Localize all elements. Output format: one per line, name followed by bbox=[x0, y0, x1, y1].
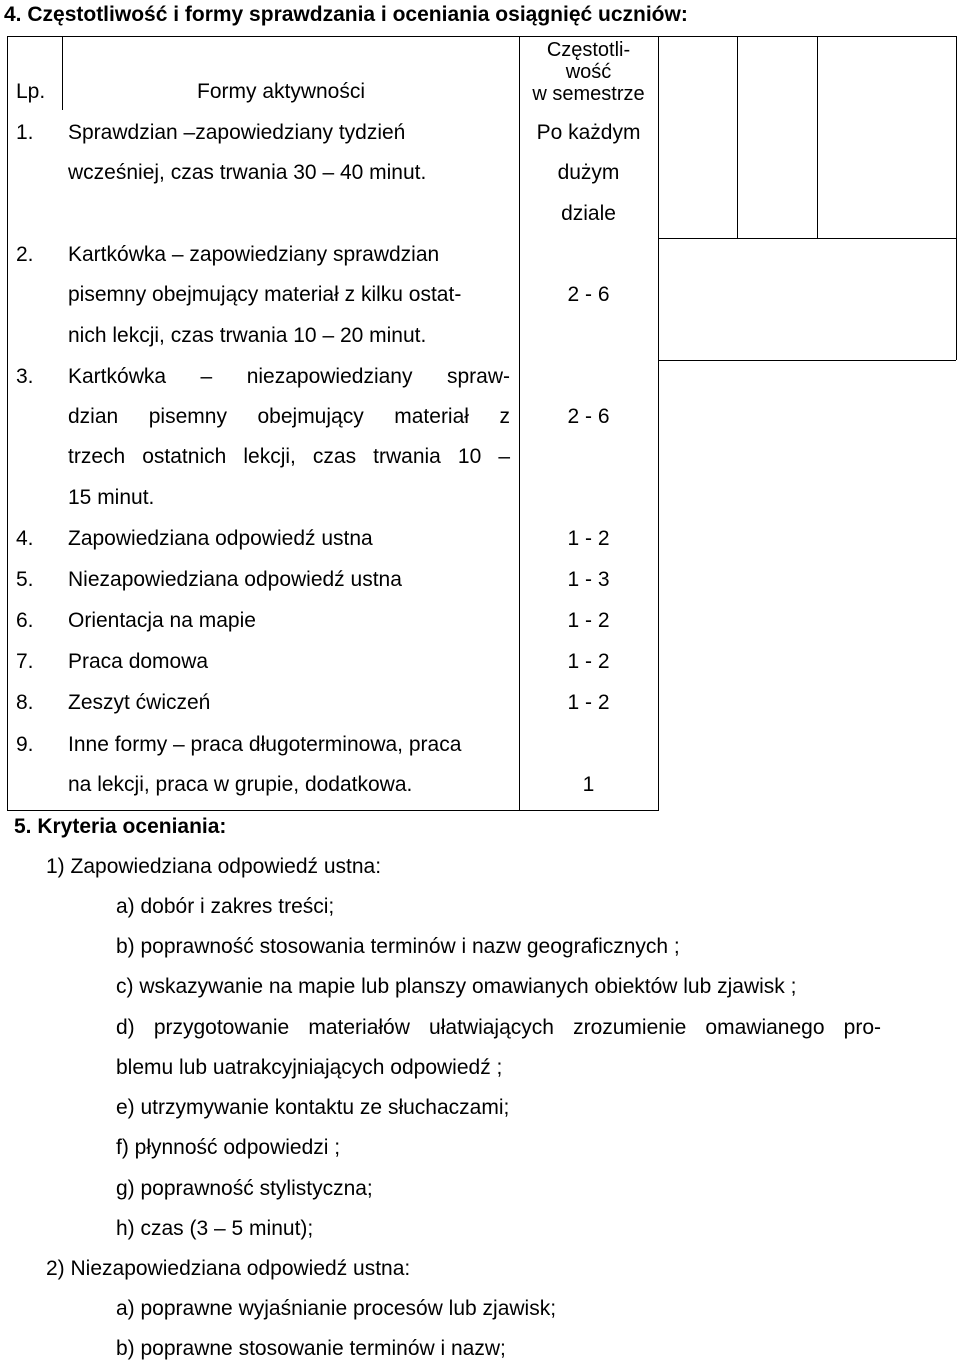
criteria-item: blemu lub uatrakcyjniających odpowiedź ; bbox=[116, 1056, 503, 1079]
row-number: 4. bbox=[16, 527, 34, 550]
table-row-divider bbox=[659, 360, 956, 361]
criteria-item: h) czas (3 – 5 minut); bbox=[116, 1217, 314, 1240]
row-text-line: 15 minut. bbox=[68, 486, 155, 509]
criteria-item: b) poprawność stosowania terminów i nazw geograficznych ; bbox=[116, 935, 680, 958]
header-forms: Formy aktywności bbox=[197, 80, 366, 103]
row-number: 8. bbox=[16, 691, 34, 714]
row-text-line: Sprawdzian –zapowiedziany tydzień bbox=[68, 121, 406, 144]
row-number: 9. bbox=[16, 733, 34, 756]
row-frequency: Po każdym bbox=[536, 121, 641, 144]
row-text: Zapowiedziana odpowiedź ustna bbox=[68, 527, 373, 550]
row-frequency: dziale bbox=[561, 202, 616, 225]
row-text: Orientacja na mapie bbox=[68, 609, 256, 632]
row-text: Niezapowiedziana odpowiedź ustna bbox=[68, 568, 402, 591]
row-number: 6. bbox=[16, 609, 34, 632]
row-frequency: 1 - 2 bbox=[567, 527, 610, 550]
criteria-group-title: 2) Niezapowiedziana odpowiedź ustna: bbox=[46, 1257, 411, 1280]
row-text: Zeszyt ćwiczeń bbox=[68, 691, 211, 714]
row-frequency: 1 - 2 bbox=[567, 609, 610, 632]
header-frequency bbox=[519, 39, 658, 105]
criteria-item: c) wskazywanie na mapie lub planszy omawianych obiektów lub zjawisk ; bbox=[116, 975, 797, 998]
table-top-border bbox=[7, 36, 956, 37]
criteria-item: f) płynność odpowiedzi ; bbox=[116, 1136, 341, 1159]
criteria-group-title: 1) Zapowiedziana odpowiedź ustna: bbox=[46, 855, 382, 878]
row-text: Praca domowa bbox=[68, 650, 209, 673]
row-number: 5. bbox=[16, 568, 34, 591]
row-text-line: trzech ostatnich lekcji, czas trwania 10 – bbox=[68, 445, 510, 468]
row-number: 1. bbox=[16, 121, 34, 144]
table-col-divider bbox=[817, 36, 818, 238]
table-col-divider bbox=[737, 36, 738, 238]
header-lp: Lp. bbox=[16, 80, 46, 103]
section-5-title: 5. Kryteria oceniania: bbox=[14, 815, 227, 838]
criteria-item: g) poprawność stylistyczna; bbox=[116, 1177, 373, 1200]
row-text-line: dzian pisemny obejmujący materiał z bbox=[68, 405, 510, 428]
section-4-title: 4. Częstotliwość i formy sprawdzania i oceniania osiągnięć uczniów: bbox=[4, 3, 688, 26]
row-frequency: 1 - 2 bbox=[567, 650, 610, 673]
table-bottom-border bbox=[7, 810, 659, 811]
row-text-line: wcześniej, czas trwania 30 – 40 minut. bbox=[68, 161, 427, 184]
row-frequency: 2 - 6 bbox=[567, 405, 610, 428]
header-frequency-line: w semestrze bbox=[532, 83, 645, 105]
row-text-line: Kartkówka – niezapowiedziany spraw- bbox=[68, 365, 510, 388]
header-frequency-line: wość bbox=[565, 61, 612, 83]
table-col-divider bbox=[62, 36, 63, 110]
table-left-border bbox=[7, 36, 8, 811]
criteria-item: a) poprawne wyjaśnianie procesów lub zjawisk; bbox=[116, 1297, 557, 1320]
criteria-item: b) poprawne stosowanie terminów i nazw; bbox=[116, 1337, 506, 1360]
row-number: 2. bbox=[16, 243, 34, 266]
row-frequency: 2 - 6 bbox=[567, 283, 610, 306]
header-frequency-line: Częstotli- bbox=[546, 39, 631, 61]
row-number: 3. bbox=[16, 365, 34, 388]
row-frequency: dużym bbox=[557, 161, 620, 184]
table-col-divider bbox=[658, 36, 659, 811]
row-text-line: na lekcji, praca w grupie, dodatkowa. bbox=[68, 773, 413, 796]
row-frequency: 1 - 2 bbox=[567, 691, 610, 714]
row-text-line: nich lekcji, czas trwania 10 – 20 minut. bbox=[68, 324, 427, 347]
row-number: 7. bbox=[16, 650, 34, 673]
row-frequency: 1 bbox=[582, 773, 595, 796]
table-right-border bbox=[956, 36, 957, 360]
criteria-item: e) utrzymywanie kontaktu ze słuchaczami; bbox=[116, 1096, 510, 1119]
row-text-line: Kartkówka – zapowiedziany sprawdzian bbox=[68, 243, 440, 266]
criteria-item: a) dobór i zakres treści; bbox=[116, 895, 335, 918]
row-text-line: Inne formy – praca długoterminowa, praca bbox=[68, 733, 462, 756]
row-frequency: 1 - 3 bbox=[567, 568, 610, 591]
table-row-divider bbox=[659, 238, 956, 239]
criteria-item: d) przygotowanie materiałów ułatwiających zrozumienie omawianego pro- bbox=[116, 1016, 881, 1039]
row-text-line: pisemny obejmujący materiał z kilku ostat- bbox=[68, 283, 462, 306]
